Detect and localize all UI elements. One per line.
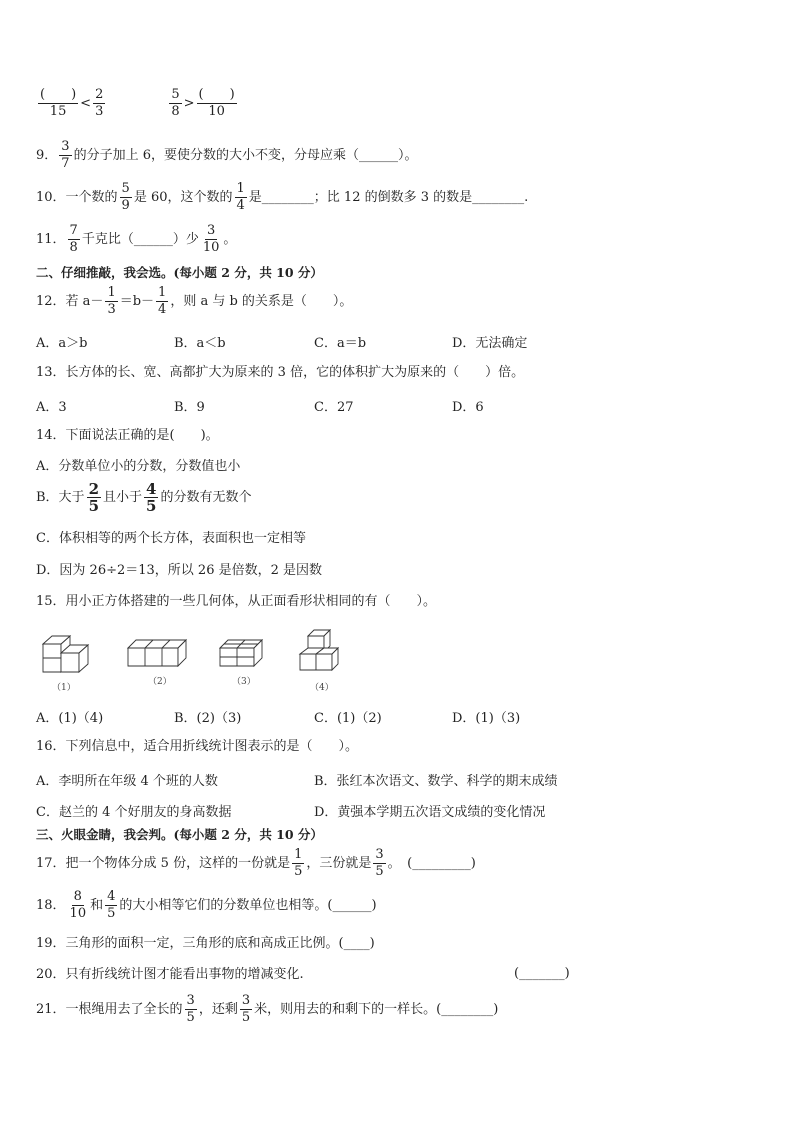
q16-option-c[interactable]: C．赵兰的 4 个好朋友的身高数据 xyxy=(36,805,232,820)
cube-figures xyxy=(36,622,366,692)
fraction: $\frac{3}{10}$ xyxy=(202,223,220,255)
fraction: $\frac{7}{8}$ xyxy=(69,223,78,255)
q20-answer-blank[interactable]: (_______) xyxy=(514,966,570,981)
q15-option-b[interactable]: B．(2)（3) xyxy=(174,711,242,726)
fraction: $\frac{1}{5}$ xyxy=(294,847,303,879)
question-21: 21．一根绳用去了全长的 $\frac{3}{5}$ ，还剩 $\frac{3}{5}$ 米，则用去的和剩下的一样长。(________) xyxy=(36,993,499,1025)
question-11: 11． $\frac{7}{8}$ 千克比（______）少 $\frac{3}{10}$ 。 xyxy=(36,223,237,255)
q14-option-c[interactable]: C．体积相等的两个长方体，表面积也一定相等 xyxy=(36,531,306,546)
q12-option-b[interactable]: B．a＜b xyxy=(174,336,226,351)
fraction: $\frac{1}{4}$ xyxy=(236,181,245,213)
section-2-heading: 二、仔细推敲，我会选。(每小题 2 分，共 10 分） xyxy=(36,265,323,280)
fraction: $\frac{4}{5}$ xyxy=(107,889,116,921)
fraction: $\frac{3}{7}$ xyxy=(61,139,70,171)
question-14: 14．下面说法正确的是( )。 xyxy=(36,428,219,443)
q13-option-b[interactable]: B．9 xyxy=(174,400,205,415)
fraction: $\frac{3}{5}$ xyxy=(241,993,251,1025)
q16-option-b[interactable]: B．张红本次语文、数学、科学的期末成绩 xyxy=(314,774,558,789)
fraction-blank-15: $\frac{( )}{15}$ xyxy=(40,87,77,119)
q13-option-c[interactable]: C．27 xyxy=(314,400,354,415)
question-16: 16．下列信息中，适合用折线统计图表示的是（ ）。 xyxy=(36,739,359,754)
top-comparison xyxy=(36,88,239,119)
fraction-blank-10: $\frac{( )}{10}$ xyxy=(198,87,235,119)
fraction-2-3: $\frac{2}{3}$ xyxy=(95,87,104,119)
figure-1-caption: （1） xyxy=(52,683,76,693)
question-19: 19．三角形的面积一定，三角形的底和高成正比例。(____) xyxy=(36,936,375,951)
q14-option-d[interactable]: D．因为 26÷2＝13，所以 26 是倍数，2 是因数 xyxy=(36,563,323,578)
question-18: 18． $\frac{8}{10}$ 和 $\frac{4}{5}$ 的大小相等它们的分数单位也相等。(______) xyxy=(36,889,377,921)
q14-option-a[interactable]: A．分数单位小的分数，分数值也小 xyxy=(36,459,241,474)
q12-option-c[interactable]: C．a＝b xyxy=(314,336,367,351)
q13-option-a[interactable]: A．3 xyxy=(36,400,67,415)
question-10: 10．一个数的 $\frac{5}{9}$ 是 60，这个数的 $\frac{1}{4}$ 是________；比 12 的倒数多 3 的数是________. xyxy=(36,181,529,213)
question-20: 20．只有折线统计图才能看出事物的增减变化. xyxy=(36,967,304,982)
fraction: $\frac{2}{5}$ xyxy=(88,480,99,515)
figure-3-caption: （3） xyxy=(232,677,256,687)
cube-figure-2 xyxy=(126,636,190,670)
cube-figure-4 xyxy=(298,626,348,674)
fraction: $\frac{3}{5}$ xyxy=(375,847,384,879)
fraction-5-8: $\frac{5}{8}$ xyxy=(171,87,180,119)
cube-figure-1 xyxy=(40,626,100,676)
q15-option-d[interactable]: D．(1)（3) xyxy=(452,711,521,726)
fraction: $\frac{5}{9}$ xyxy=(121,181,130,213)
q16-option-d[interactable]: D．黄强本学期五次语文成绩的变化情况 xyxy=(314,805,546,820)
q15-option-a[interactable]: A．(1)（4) xyxy=(36,711,104,726)
q12-option-d[interactable]: D．无法确定 xyxy=(452,336,528,351)
question-9: 9． $\frac{3}{7}$ 的分子加上 6，要使分数的大小不变，分母应乘（______）。 xyxy=(36,139,418,171)
fraction: $\frac{1}{4}$ xyxy=(158,285,167,317)
figure-4-caption: （4） xyxy=(310,683,334,693)
q14-option-b[interactable]: B．大于 $\frac{2}{5}$ 且小于 $\frac{4}{5}$ 的分数有无数个 xyxy=(36,480,252,515)
greater-than-sign: > xyxy=(183,95,195,111)
fraction: $\frac{3}{5}$ xyxy=(186,993,195,1025)
section-3-heading: 三、火眼金睛，我会判。(每小题 2 分，共 10 分） xyxy=(36,827,323,842)
fraction: $\frac{1}{3}$ xyxy=(107,285,116,317)
question-13: 13．长方体的长、宽、高都扩大为原来的 3 倍，它的体积扩大为原来的（ ）倍。 xyxy=(36,365,525,380)
figure-2-caption: （2） xyxy=(148,677,172,687)
less-than-sign: < xyxy=(80,95,92,111)
q15-option-c[interactable]: C．(1)（2) xyxy=(314,711,382,726)
question-17: 17．把一个物体分成 5 份，这样的一份就是 $\frac{1}{5}$ ，三份就是 $\frac{3}{5}$ 。 (_________) xyxy=(36,847,476,879)
question-12: 12．若 a－ $\frac{1}{3}$ ＝b－ $\frac{1}{4}$ ，则 a 与 b 的关系是（ ）。 xyxy=(36,285,353,317)
question-15: 15．用小正方体搭建的一些几何体，从正面看形状相同的有（ ）。 xyxy=(36,594,437,609)
fraction: $\frac{8}{10}$ xyxy=(69,889,87,921)
q13-option-d[interactable]: D．6 xyxy=(452,400,484,415)
q12-option-a[interactable]: A．a＞b xyxy=(36,336,88,351)
q16-option-a[interactable]: A．李明所在年级 4 个班的人数 xyxy=(36,774,218,789)
cube-figure-3 xyxy=(218,634,266,670)
fraction: $\frac{4}{5}$ xyxy=(146,480,157,515)
